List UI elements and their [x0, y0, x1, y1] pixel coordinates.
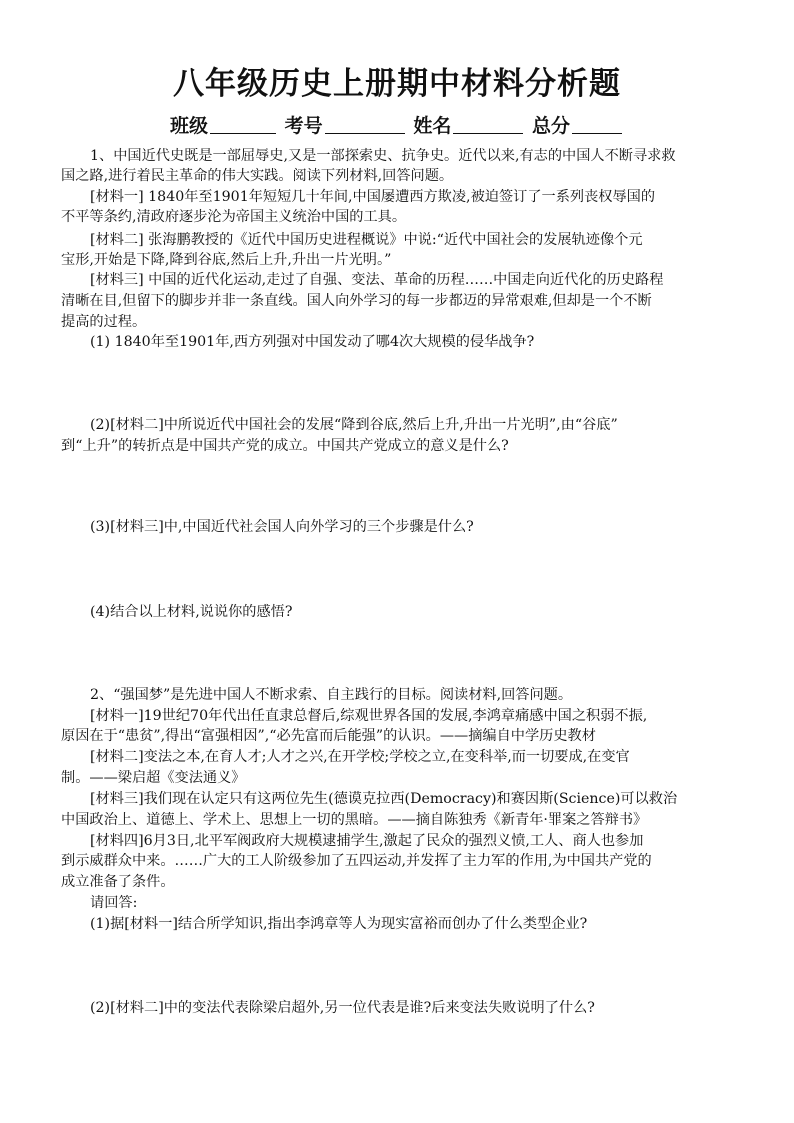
- section1-intro-line2: 国之路,进行着民主革命的伟大实践。阅读下列材料,回答问题。: [61, 168, 454, 184]
- section1-material3-line2: 清晰在目,但留下的脚步并非一条直线。国人向外学习的每一步都迈的异常艰难,但却是一个不断: [61, 293, 652, 309]
- section1-question3: (3)[材料三]中,中国近代社会国人向外学习的三个步骤是什么?: [90, 519, 474, 535]
- section1-question1: (1) 1840年至1901年,西方列强对中国发动了哪4次大规模的侵华战争?: [90, 334, 535, 350]
- name-field[interactable]: [453, 114, 523, 134]
- section2-material4-line2: 到示威群众中来。……广大的工人阶级参加了五四运动,并发挥了主力军的作用,为中国共产党的: [61, 853, 652, 869]
- section1-material1-line2: 不平等条约,清政府逐步沦为帝国主义统治中国的工具。: [61, 209, 407, 225]
- section1-material2-line1: [材料二] 张海鹏教授的《近代中国历史进程概说》中说:“近代中国社会的发展轨迹像个元: [90, 232, 643, 248]
- section1-question4: (4)结合以上材料,说说你的感悟?: [90, 604, 293, 620]
- class-label: 班级: [170, 115, 209, 137]
- section2-material4-line3: 成立准备了条件。: [61, 874, 175, 890]
- section1-material3-line1: [材料三] 中国的近代化运动,走过了自强、变法、革命的历程……中国走向近代化的历史路程: [90, 272, 664, 288]
- section2-material3-line2: 中国政治上、道德上、学术上、思想上一切的黑暗。——摘自陈独秀《新青年·罪案之答辩书》: [61, 812, 648, 828]
- exam-no-label: 考号: [284, 115, 323, 137]
- section2-material4-line1: [材料四]6月3日,北平军阀政府大规模逮捕学生,激起了民众的强烈义愤,工人、商人也参加: [90, 833, 644, 849]
- section2-intro: 2、“强国梦”是先进中国人不断求索、自主践行的目标。阅读材料,回答问题。: [90, 687, 573, 703]
- section2-material2-line1: [材料二]变法之本,在育人才;人才之兴,在开学校;学校之立,在变科举,而一切要成,在变官: [90, 749, 630, 765]
- section2-material3-line1: [材料三]我们现在认定只有这两位先生(德谟克拉西(Democracy)和赛因斯(Science)可以救治: [90, 791, 678, 807]
- class-field[interactable]: [210, 114, 276, 134]
- section1-material1-line1: [材料一] 1840年至1901年短短几十年间,中国屡遭西方欺凌,被迫签订了一系列丧权辱国的: [90, 189, 656, 205]
- section1-intro-line1: 1、中国近代史既是一部屈辱史,又是一部探索史、抗争史。近代以来,有志的中国人不断寻求救: [90, 148, 676, 164]
- section2-question1: (1)据[材料一]结合所学知识,指出李鸿章等人为现实富裕而创办了什么类型企业?: [90, 916, 588, 932]
- section1-question2-line2: 到“上升”的转折点是中国共产党的成立。中国共产党成立的意义是什么?: [61, 438, 509, 454]
- section2-question2: (2)[材料二]中的变法代表除梁启超外,另一位代表是谁?后来变法失败说明了什么?: [90, 1000, 595, 1016]
- section1-material3-line3: 提高的过程。: [61, 314, 147, 330]
- exam-no-field[interactable]: [325, 114, 405, 134]
- section2-material1-line2: 原因在于“患贫”,得出“富强相因”,“必先富而后能强”的认识。——摘编自中学历史教材: [61, 728, 596, 744]
- section2-material1-line1: [材料一]19世纪70年代出任直隶总督后,综观世界各国的发展,李鸿章痛感中国之积弱不振,: [90, 708, 648, 724]
- section2-material2-line2: 制。——梁启超《变法通义》: [61, 770, 246, 786]
- score-field[interactable]: [572, 114, 622, 134]
- name-label: 姓名: [413, 115, 452, 137]
- student-info-row: [0, 111, 794, 138]
- section1-question2-line1: (2)[材料二]中所说近代中国社会的发展“降到谷底,然后上升,升出一片光明”,由“谷底”: [90, 417, 618, 433]
- score-label: 总分: [531, 115, 570, 137]
- section2-prompt: 请回答:: [90, 895, 138, 911]
- page-title: 八年级历史上册期中材料分析题: [173, 66, 621, 102]
- section1-material2-line2: 宝形,开始是下降,降到谷底,然后上升,升出一片光明。”: [61, 252, 392, 268]
